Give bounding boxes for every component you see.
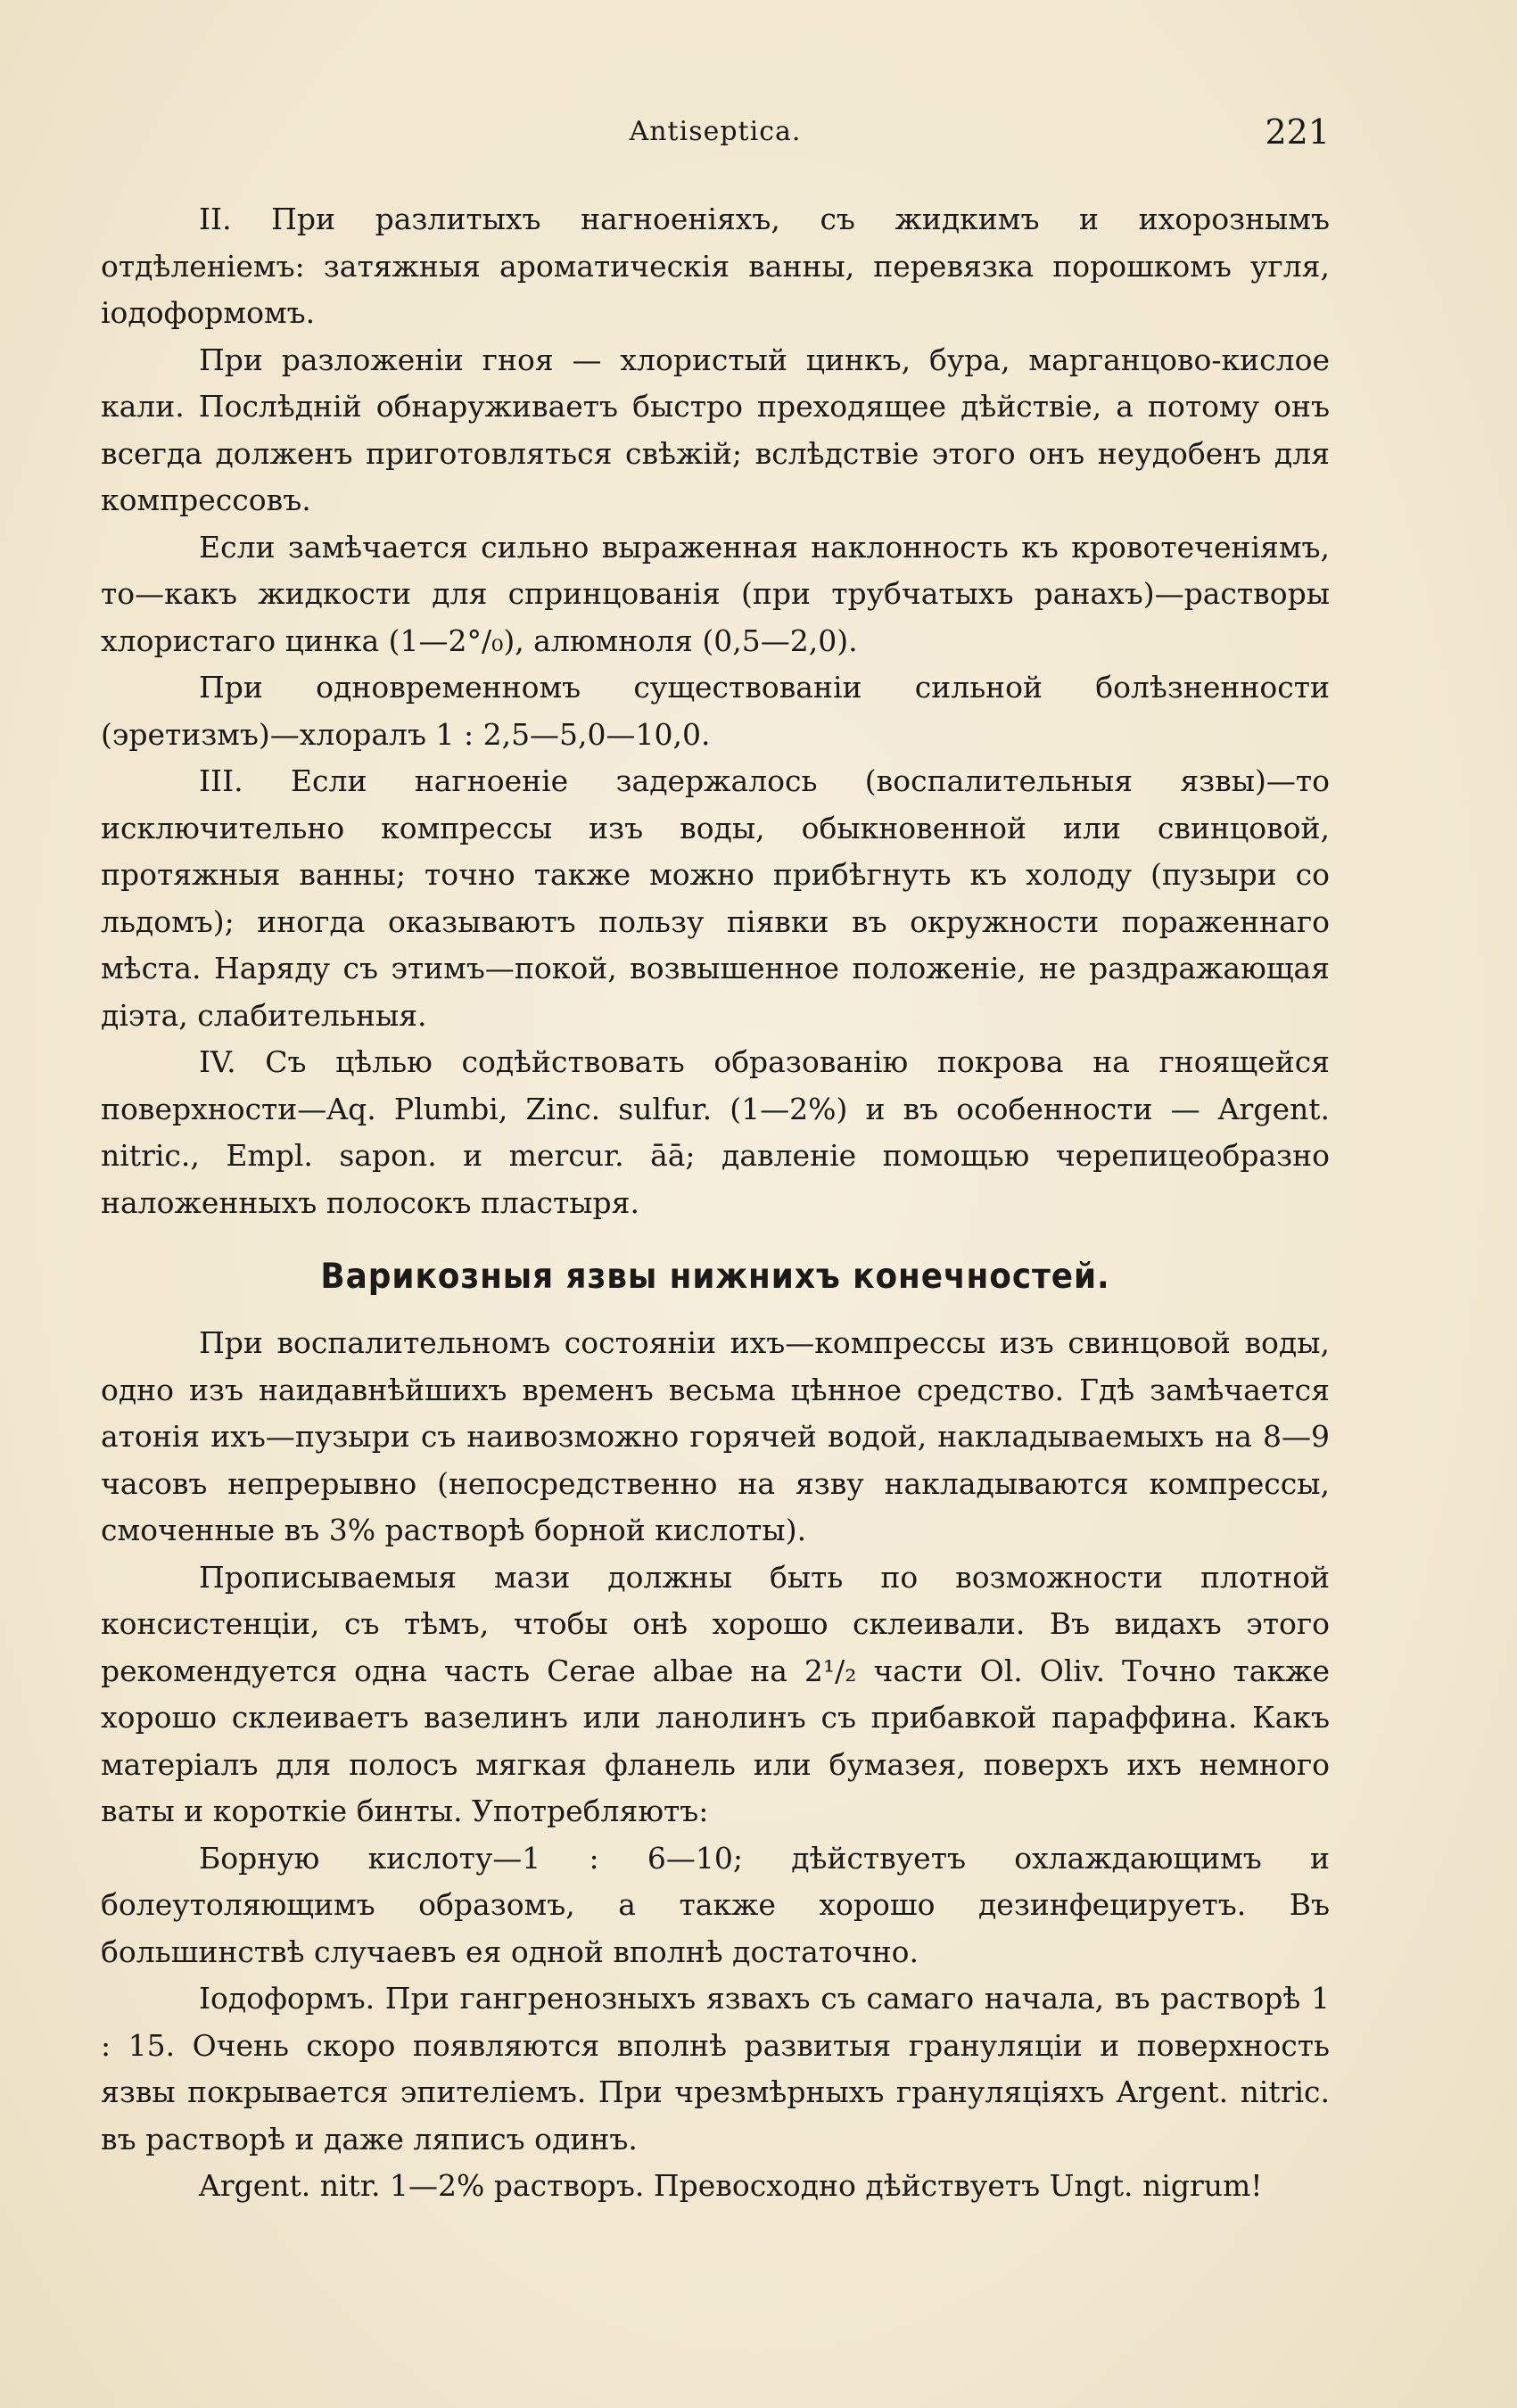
paragraph-8: При воспалительномъ состояніи ихъ—компрессы изъ свинцовой воды, одно изъ наидавнѣйшихъ временъ весьма цѣнное средство. Гдѣ замѣчается атонія ихъ—пузыри съ наивозможно горячей водой, накладываемыхъ на 8—9 часовъ непрерывно (непосредственно на язву накладываются компрессы, смоченные въ 3% растворѣ борной кислоты). [101, 1325, 1330, 1547]
paragraph-6: III. Если нагноеніе задержалось (воспалительныя язвы)—то исключительно компрессы изъ воды, обыкновенной или свинцовой, протяжныя ванны; точно также можно прибѣгнуть къ холоду (пузыри со льдомъ); иногда оказываютъ пользу піявки въ окружности пораженнаго мѣста. Наряду съ этимъ—покой, возвышенное положеніе, не раздражающая діэта, слабительныя. [101, 763, 1330, 1033]
paragraph-2: II. При разлитыхъ нагноеніяхъ, съ жидкимъ и ихорознымъ отдѣленіемъ: затяжныя ароматическія ванны, перевязка порошкомъ угля, іодоформомъ. [101, 202, 1330, 330]
paragraph-5: При одновременномъ существованіи сильной болѣзненности (эретизмъ)—хлоралъ 1 : 2,5—5,0—10,0. [101, 670, 1330, 752]
paragraph-11: Іодоформъ. При гангренозныхъ язвахъ съ самаго начала, въ растворѣ 1 : 15. Очень скоро появляются вполнѣ развитыя грануляціи и поверхность язвы покрывается эпителіемъ. При чрезмѣрныхъ грануляціяхъ Argent. nitric. въ растворѣ и даже ляписъ одинъ. [101, 1981, 1330, 2156]
paragraph-10: Борную кислоту—1 : 6—10; дѣйствуетъ охлаждающимъ и болеутоляющимъ образомъ, а также хорошо дезинфецируетъ. Въ большинствѣ случаевъ ея одной вполнѣ достаточно. [101, 1840, 1330, 1969]
paragraph-9: Прописываемыя мази должны быть по возможности плотной консистенціи, съ тѣмъ, чтобы онѣ хорошо склеивали. Въ видахъ этого рекомендуется одна часть Cerae albae на 2¹/₂ части Ol. Oliv. Точно также хорошо склеиваетъ вазелинъ или ланолинъ съ прибавкой параффина. Какъ матеріалъ для полосъ мягкая фланель или бумазея, поверхъ ихъ немного ваты и короткіе бинты. Употребляютъ: [101, 1559, 1330, 1828]
paragraph-3: При разложеніи гноя — хлористый цинкъ, бура, марганцово-кислое кали. Послѣдній обнаруживаетъ быстро преходящее дѣйствіе, а потому онъ всегда долженъ приготовляться свѣжій; вслѣдствіе этого онъ неудобенъ для компрессовъ. [101, 342, 1330, 517]
paragraph-7: IV. Съ цѣлью содѣйствовать образованію покрова на гноящейся поверхности—Aq. Plumbi, Zinc. sulfur. (1—2%) и въ особенности — Argent. nitric., Empl. sapon. и mercur. āā; давленіе помощью черепицеобразно наложенныхъ полосокъ пластыря. [101, 1044, 1330, 1220]
running-title: Antiseptica. [629, 116, 802, 147]
paragraph-4: Если замѣчается сильно выраженная наклонность къ кровотеченіямъ, то—какъ жидкости для спринцованія (при трубчатыхъ ранахъ)—растворы хлористаго цинка (1—2°/₀), алюмноля (0,5—2,0). [101, 529, 1330, 658]
paragraph-12: Argent. nitr. 1—2% растворъ. Превосходно дѣйствуетъ Ungt. nigrum! [199, 2168, 1263, 2203]
page-header [101, 112, 1330, 169]
section-title: Варикозныя язвы нижнихъ конечностей. [320, 1257, 1110, 1297]
page-number: 221 [1265, 112, 1330, 152]
